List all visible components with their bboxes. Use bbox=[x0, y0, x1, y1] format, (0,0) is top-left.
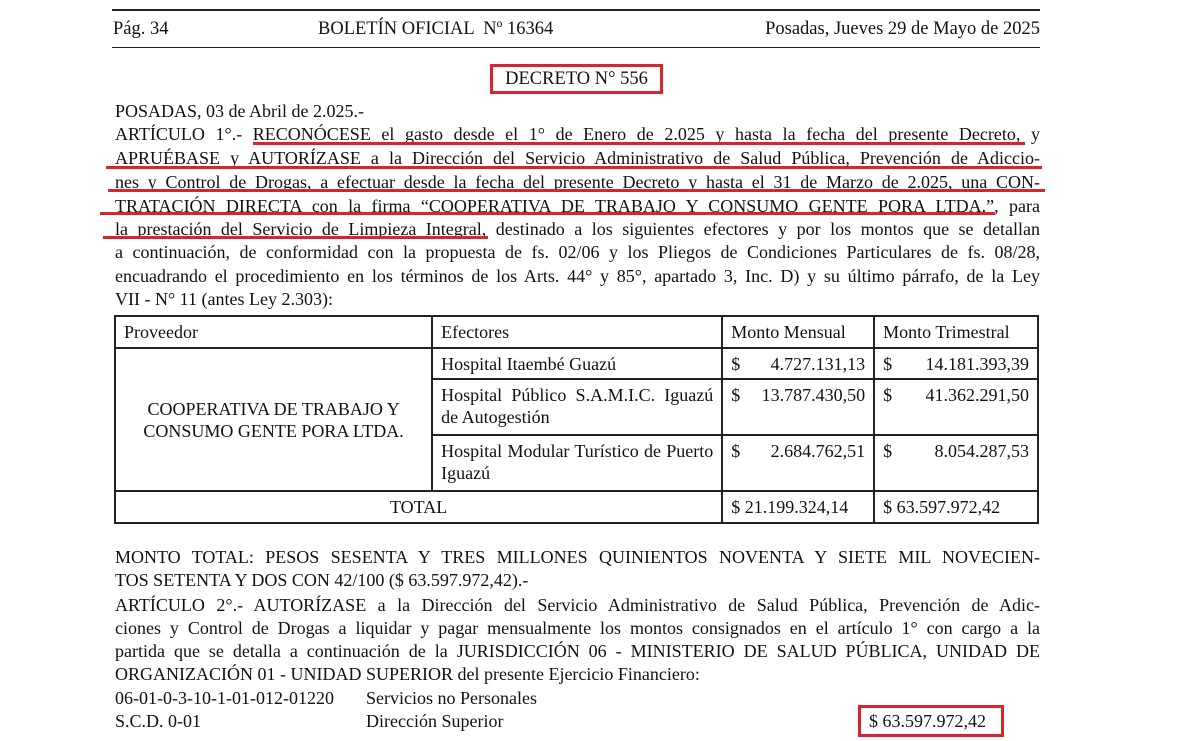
total-amount-line-2: TOS SETENTA Y DOS CON 42/100 ($ 63.597.972,42).- bbox=[115, 570, 529, 590]
efector-name: Hospital Itaembé Guazú bbox=[432, 348, 722, 379]
table-header-row bbox=[115, 316, 1038, 348]
highlight-underline bbox=[100, 212, 995, 215]
budget-code-2: S.C.D. 0-01 bbox=[115, 711, 202, 731]
budget-code-1: 06-01-0-3-10-1-01-012-01220 bbox=[115, 688, 334, 708]
article-1-line-4: TRATACIÓN DIRECTA con la firma “COOPERATIVA DE TRABAJO Y CONSUMO GENTE PORA LTDA.”, para bbox=[115, 196, 1040, 216]
efector-name: Hospital Público S.A.M.I.C. Iguazú de Autogestión bbox=[432, 379, 722, 435]
total-quarterly: $ 63.597.972,42 bbox=[874, 491, 1038, 523]
decree-title: DECRETO N° 556 bbox=[490, 64, 663, 94]
article-1-line-5: la prestación del Servicio de Limpieza Integral, destinado a los siguientes efectores y por los montos que se detallan bbox=[115, 219, 1040, 239]
table-row bbox=[115, 348, 1038, 379]
monthly-amount: $ 4.727.131,13 bbox=[722, 348, 874, 379]
total-amount-line-1: MONTO TOTAL: PESOS SESENTA Y TRES MILLONES QUINIENTOS NOVENTA Y SIETE MIL NOVECIEN- bbox=[115, 547, 1040, 567]
highlight-underline bbox=[103, 236, 488, 239]
budget-amount: $ 63.597.972,42 bbox=[869, 711, 986, 731]
article-2-line-4: ORGANIZACIÓN 01 - UNIDAD SUPERIOR del presente Ejercicio Financiero: bbox=[115, 664, 700, 684]
quarterly-amount: $ 41.362.291,50 bbox=[874, 379, 1038, 435]
article-1-line-2: APRUÉBASE y AUTORÍZASE a la Dirección del Servicio Administrativo de Salud Pública, Prevención de Adiccio- bbox=[115, 148, 1040, 168]
total-monthly: $ 21.199.324,14 bbox=[722, 491, 874, 523]
header-date: Posadas, Jueves 29 de Mayo de 2025 bbox=[765, 19, 1040, 39]
article-2-line-3: partida que se detalla a continuación de la JURISDICCIÓN 06 - MINISTERIO DE SALUD PÚBLICA, UNIDAD DE bbox=[115, 641, 1040, 661]
col-header-quarterly: Monto Trimestral bbox=[874, 316, 1038, 348]
highlight-underline bbox=[253, 142, 1025, 145]
article-1-line-1: ARTÍCULO 1°.- RECONÓCESE el gasto desde el 1° de Enero de 2.025 y hasta la fecha del presente Decreto, y bbox=[115, 124, 1040, 144]
col-header-monthly: Monto Mensual bbox=[722, 316, 874, 348]
article-1-line-3: nes y Control de Drogas, a efectuar desde la fecha del presente Decreto y hasta el 31 de Marzo de 2.025, una CON- bbox=[115, 172, 1040, 192]
article-1-line-7: encuadrando el procedimiento en los términos de los Arts. 44° y 85°, apartado 3, Inc. D) y su último párrafo, de la Ley bbox=[115, 266, 1040, 286]
budget-desc-1: Servicios no Personales bbox=[366, 688, 537, 708]
total-label: TOTAL bbox=[115, 491, 722, 523]
place-date-line: POSADAS, 03 de Abril de 2.025.- bbox=[115, 101, 365, 121]
article-1-line-8: VII - N° 11 (antes Ley 2.303): bbox=[115, 289, 333, 309]
efector-name: Hospital Modular Turístico de Puerto Iguazú bbox=[432, 435, 722, 491]
table-total-row bbox=[115, 491, 1038, 523]
header-top-rule bbox=[112, 9, 1040, 11]
col-header-efectores: Efectores bbox=[432, 316, 722, 348]
highlight-underline bbox=[108, 189, 1045, 192]
highlight-underline bbox=[106, 166, 1042, 169]
providers-table bbox=[114, 315, 1039, 524]
quarterly-amount: $ 8.054.287,53 bbox=[874, 435, 1038, 491]
header-bottom-rule bbox=[112, 47, 1040, 48]
provider-name: COOPERATIVA DE TRABAJO Y CONSUMO GENTE PORA LTDA. bbox=[115, 348, 432, 491]
article-2-line-1: ARTÍCULO 2°.- AUTORÍZASE a la Dirección del Servicio Administrativo de Salud Pública, Prevención de Adic- bbox=[115, 595, 1040, 615]
monthly-amount: $ 2.684.762,51 bbox=[722, 435, 874, 491]
monthly-amount: $ 13.787.430,50 bbox=[722, 379, 874, 435]
bulletin-title: BOLETÍN OFICIAL Nº 16364 bbox=[318, 19, 554, 39]
article-1-line-6: a continuación, de conformidad con la propuesta de fs. 02/06 y los Pliegos de Condiciones Particulares de fs. 08/28, bbox=[115, 242, 1040, 262]
budget-desc-2: Dirección Superior bbox=[366, 711, 504, 731]
quarterly-amount: $ 14.181.393,39 bbox=[874, 348, 1038, 379]
col-header-provider: Proveedor bbox=[115, 316, 432, 348]
article-2-line-2: ciones y Control de Drogas a liquidar y pagar mensualmente los montos consignados en el artículo 1° con cargo a la bbox=[115, 618, 1040, 638]
page-number: Pág. 34 bbox=[113, 19, 169, 39]
